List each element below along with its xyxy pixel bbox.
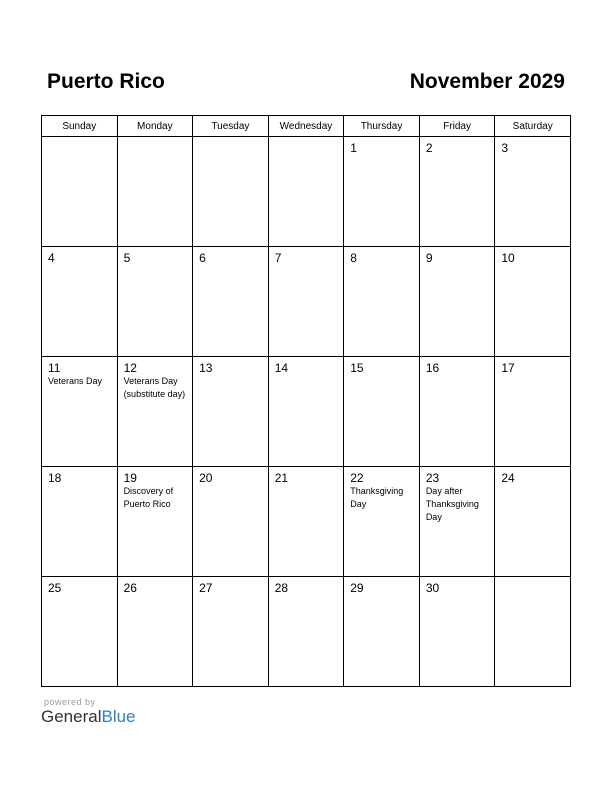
day-cell: [495, 247, 571, 357]
day-number: 4: [48, 251, 55, 265]
day-cell: [268, 247, 344, 357]
day-number: 21: [274, 471, 289, 485]
holiday-label: Veterans Day: [48, 376, 103, 386]
day-cell: [419, 467, 495, 577]
day-number: 29: [350, 581, 364, 595]
day-number: 2: [425, 141, 433, 155]
day-cell: [495, 577, 571, 687]
day-cell: [117, 467, 193, 577]
day-number: 19: [123, 471, 137, 485]
calendar-header: [41, 70, 571, 100]
day-cell: [344, 467, 420, 577]
day-cell: [268, 357, 344, 467]
day-cell: [117, 577, 193, 687]
brand-general-text: General: [41, 707, 102, 726]
day-cell: [42, 137, 118, 247]
day-number: 17: [501, 361, 515, 375]
day-cell: [42, 577, 118, 687]
weekday-thursday: Thursday: [344, 116, 420, 137]
day-number: 23: [425, 471, 440, 485]
day-number: 27: [199, 581, 213, 595]
day-number: 5: [123, 251, 131, 265]
week-row: [42, 577, 571, 687]
powered-by-label: powered by: [44, 697, 96, 707]
week-row: [42, 137, 571, 247]
day-number: 30: [425, 581, 440, 595]
day-cell: [193, 467, 269, 577]
day-cell: [344, 357, 420, 467]
day-number: 1: [350, 141, 357, 155]
weekday-wednesday: Wednesday: [268, 116, 344, 137]
holiday-label: Day after Thanksgiving Day: [425, 486, 479, 522]
brand-blue-text: Blue: [101, 707, 136, 726]
day-cell: [42, 467, 118, 577]
day-cell: [419, 137, 495, 247]
day-number: 25: [48, 581, 62, 595]
holiday-label: Veterans Day (substitute day): [123, 376, 186, 399]
day-cell: [268, 137, 344, 247]
weekday-sunday: Sunday: [42, 116, 118, 137]
month-title: November 2029: [409, 70, 565, 93]
weekday-saturday: Saturday: [495, 116, 571, 137]
day-cell: [117, 357, 193, 467]
day-cell: [419, 247, 495, 357]
day-cell: [419, 577, 495, 687]
generalblue-logo[interactable]: [41, 707, 136, 727]
week-row: [42, 467, 571, 577]
day-cell: [42, 357, 118, 467]
day-cell: [193, 577, 269, 687]
day-number: 15: [350, 361, 364, 375]
day-number: 8: [350, 251, 357, 265]
day-cell: [42, 247, 118, 357]
day-cell: [495, 357, 571, 467]
day-cell: [268, 467, 344, 577]
day-cell: [495, 137, 571, 247]
day-cell: [344, 577, 420, 687]
day-number: 7: [274, 251, 282, 265]
day-cell: [419, 357, 495, 467]
day-number: 20: [199, 471, 213, 485]
day-cell: [117, 247, 193, 357]
day-number: 6: [199, 251, 206, 265]
day-cell: [193, 357, 269, 467]
day-number: 22: [350, 471, 364, 485]
week-row: [42, 247, 571, 357]
day-number: 26: [123, 581, 137, 595]
weekday-tuesday: Tuesday: [193, 116, 269, 137]
day-cell: [117, 137, 193, 247]
weekday-friday: Friday: [419, 116, 495, 137]
day-number: 24: [501, 471, 515, 485]
day-number: 11: [48, 361, 61, 375]
day-cell: [193, 137, 269, 247]
day-cell: [268, 577, 344, 687]
day-number: 3: [501, 141, 509, 155]
weekday-header-row: [42, 116, 571, 137]
calendar-grid: [41, 115, 571, 687]
country-title: Puerto Rico: [47, 70, 165, 93]
day-cell: [344, 247, 420, 357]
weekday-monday: Monday: [117, 116, 193, 137]
day-cell: [193, 247, 269, 357]
holiday-label: Thanksgiving Day: [350, 486, 404, 509]
footer-branding: [41, 697, 136, 727]
day-number: 10: [501, 251, 515, 265]
day-number: 14: [274, 361, 289, 375]
day-number: 12: [123, 361, 137, 375]
day-number: 18: [48, 471, 62, 485]
day-number: 9: [425, 251, 433, 265]
day-number: 13: [199, 361, 213, 375]
day-number: 28: [274, 581, 289, 595]
holiday-label: Discovery of Puerto Rico: [123, 486, 174, 509]
day-cell: [344, 137, 420, 247]
day-number: 16: [425, 361, 440, 375]
day-cell: [495, 467, 571, 577]
week-row: [42, 357, 571, 467]
